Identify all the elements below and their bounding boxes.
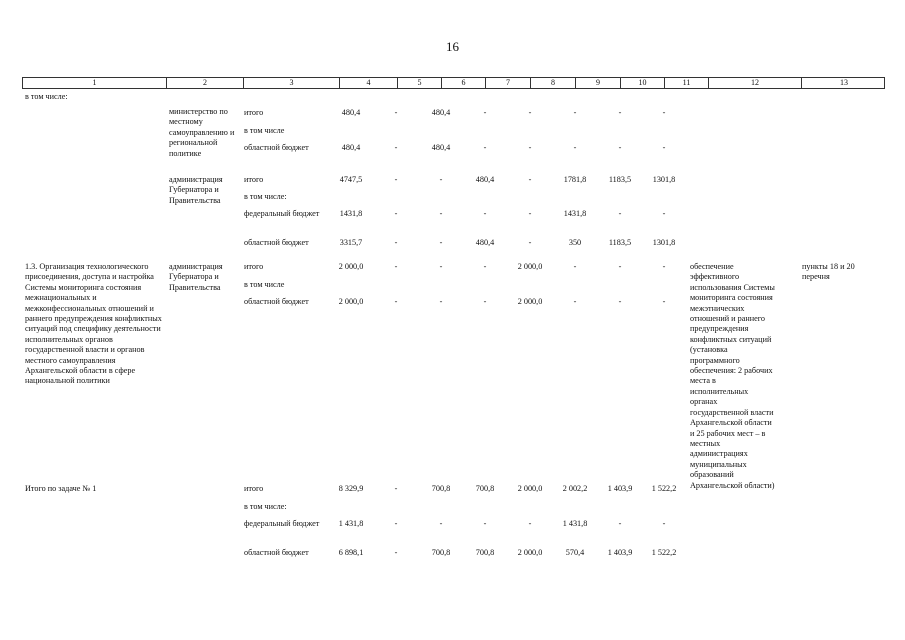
value-cell: - [528, 108, 532, 117]
value-cell: 2 000,0 [338, 262, 364, 271]
row-label: областной бюджет [244, 238, 309, 247]
header-cell-8: 8 [530, 78, 575, 88]
value-cell: 1301,8 [652, 238, 676, 247]
row-label: областной бюджет [244, 548, 309, 557]
header-cell-5: 5 [397, 78, 441, 88]
row-label: в том числе: [244, 502, 287, 511]
value-cell: - [662, 108, 666, 117]
value-cell: - [528, 175, 532, 184]
page-number: 16 [446, 39, 459, 54]
value-cell: - [394, 548, 398, 557]
value-cell: 700,8 [475, 484, 495, 493]
header-cell-4: 4 [339, 78, 397, 88]
value-cell: 1 403,9 [607, 484, 633, 493]
value-cell: - [618, 519, 622, 528]
value-cell: - [483, 519, 487, 528]
value-cell: - [662, 262, 666, 271]
header-cell-12: 12 [708, 78, 801, 88]
header-cell-1: 1 [92, 78, 97, 87]
header-cell-2: 2 [166, 78, 243, 88]
value-cell: - [394, 108, 398, 117]
row-label: итого [244, 175, 264, 184]
value-cell: - [662, 297, 666, 306]
row-label: федеральный бюджет [244, 209, 320, 218]
value-cell: 570,4 [565, 548, 585, 557]
value-cell: - [394, 297, 398, 306]
value-cell: - [439, 209, 443, 218]
header-cell-7: 7 [485, 78, 530, 88]
row-label: областной бюджет [244, 143, 309, 152]
value-cell: - [528, 143, 532, 152]
value-cell: - [662, 209, 666, 218]
value-cell: - [394, 484, 398, 493]
value-cell: - [483, 108, 487, 117]
value-cell: 2 000,0 [338, 297, 364, 306]
row-label: итого [244, 108, 264, 117]
value-cell: 1431,8 [339, 209, 363, 218]
value-cell: - [439, 297, 443, 306]
value-cell: - [439, 262, 443, 271]
value-cell: - [394, 238, 398, 247]
value-cell: - [662, 519, 666, 528]
value-cell: 2 000,0 [517, 262, 543, 271]
value-cell: - [394, 143, 398, 152]
value-cell: - [573, 297, 577, 306]
row-label: итого [244, 484, 264, 493]
value-cell: - [618, 143, 622, 152]
total-label: Итого по задаче № 1 [25, 484, 97, 493]
row-label: итого [244, 262, 264, 271]
value-cell: - [618, 209, 622, 218]
value-cell: 1431,8 [563, 209, 587, 218]
value-cell: 2 000,0 [517, 297, 543, 306]
table-header-row [22, 77, 885, 89]
value-cell: - [394, 209, 398, 218]
value-cell: - [528, 209, 532, 218]
value-cell: 480,4 [341, 143, 361, 152]
value-cell: - [439, 175, 443, 184]
value-cell: 480,4 [475, 175, 495, 184]
org-name: администрация Губернатора и Правительства [169, 262, 223, 292]
value-cell: - [439, 238, 443, 247]
value-cell: 350 [568, 238, 582, 247]
value-cell: - [573, 262, 577, 271]
value-cell: - [394, 175, 398, 184]
row-label: в том числе: [244, 192, 287, 201]
value-cell: - [483, 209, 487, 218]
value-cell: 2 002,2 [562, 484, 588, 493]
value-cell: - [618, 297, 622, 306]
value-cell: 2 000,0 [517, 548, 543, 557]
value-cell: 480,4 [431, 143, 451, 152]
value-cell: - [618, 262, 622, 271]
value-cell: 700,8 [431, 548, 451, 557]
org-name: министерство по местному самоуправлению и региональной политике [169, 107, 235, 158]
value-cell: 2 000,0 [517, 484, 543, 493]
value-cell: 1 522,2 [651, 548, 677, 557]
value-cell: - [662, 143, 666, 152]
header-cell-13: 13 [801, 78, 886, 88]
header-cell-3: 3 [243, 78, 339, 88]
value-cell: - [483, 262, 487, 271]
section-note: в том числе: [25, 92, 68, 101]
value-cell: - [394, 262, 398, 271]
value-cell: 480,4 [341, 108, 361, 117]
header-cell-11: 11 [664, 78, 708, 88]
value-cell: 1 522,2 [651, 484, 677, 493]
value-cell: - [618, 108, 622, 117]
value-cell: 8 329,9 [338, 484, 364, 493]
reference: пункты 18 и 20 перечня [802, 262, 855, 282]
value-cell: 1 431,8 [338, 519, 364, 528]
value-cell: 1301,8 [652, 175, 676, 184]
row-label: областной бюджет [244, 297, 309, 306]
row-label: в том числе [244, 280, 285, 289]
value-cell: 3315,7 [339, 238, 363, 247]
value-cell: 1 403,9 [607, 548, 633, 557]
value-cell: - [573, 108, 577, 117]
header-cell-9: 9 [575, 78, 620, 88]
row-label: федеральный бюджет [244, 519, 320, 528]
value-cell: 480,4 [475, 238, 495, 247]
value-cell: - [573, 143, 577, 152]
org-name: администрация Губернатора и Правительства [169, 175, 223, 205]
value-cell: 1183,5 [608, 175, 632, 184]
value-cell: - [528, 238, 532, 247]
row-label: в том числе [244, 126, 285, 135]
value-cell: 480,4 [431, 108, 451, 117]
value-cell: - [528, 519, 532, 528]
measure-name: 1.3. Организация технологического присоединения, доступа и настройка Системы мониторинга состояния межнациональных и межконфессиональных отношений и раннего предупреждения конфликтных ситуаций под специфику деятельности исполнительных органов государственной власти и органов местного самоуправления Архангельской области в сфере национальной политики [25, 262, 162, 386]
value-cell: - [483, 297, 487, 306]
value-cell: 4747,5 [339, 175, 363, 184]
value-cell: 1 431,8 [562, 519, 588, 528]
value-cell: 700,8 [431, 484, 451, 493]
expected-result: обеспечение эффективного использования Системы мониторинга состояния межэтнических отношений и раннего предупреждения конфликтных ситуаций (установка программного обеспечения: 2 рабочих места в исполнительных органах государственной власти Архангельской области и 25 рабочих мест – в местных администрациях муниципальных образований Архангельской области) [690, 262, 775, 490]
value-cell: - [483, 143, 487, 152]
value-cell: - [394, 519, 398, 528]
header-cell-10: 10 [620, 78, 664, 88]
value-cell: 1183,5 [608, 238, 632, 247]
header-cell-6: 6 [441, 78, 485, 88]
value-cell: 6 898,1 [338, 548, 364, 557]
value-cell: 1781,8 [563, 175, 587, 184]
value-cell: - [439, 519, 443, 528]
value-cell: 700,8 [475, 548, 495, 557]
